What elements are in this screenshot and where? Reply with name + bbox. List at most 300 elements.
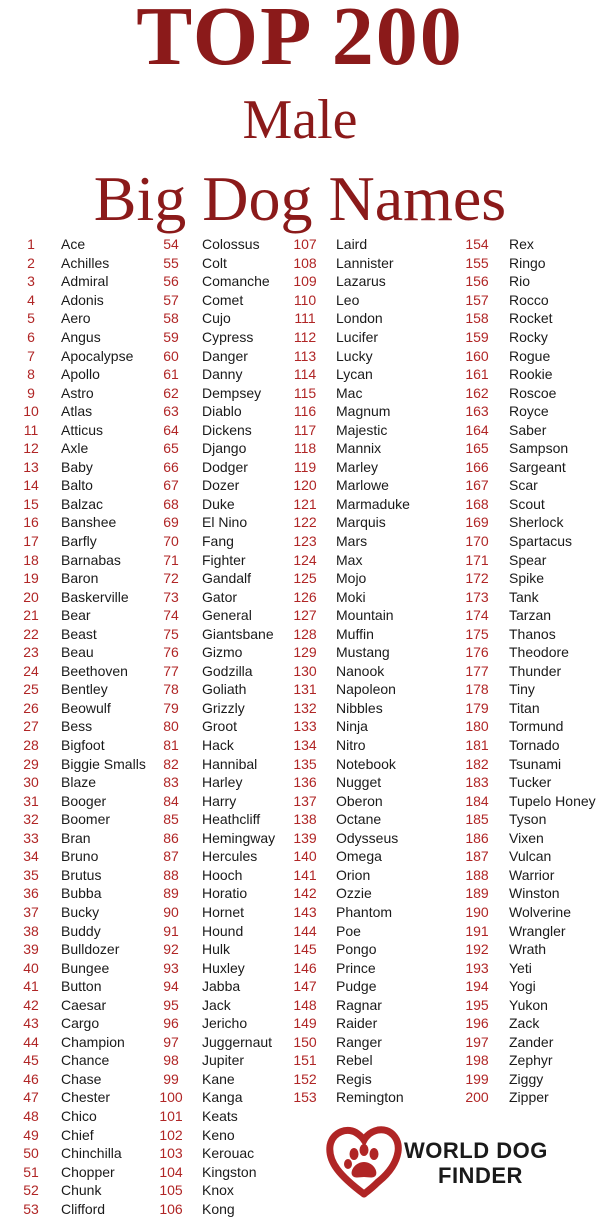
dog-name: Wrath bbox=[509, 941, 547, 958]
list-item bbox=[288, 773, 464, 792]
list-item bbox=[288, 829, 464, 848]
list-item bbox=[14, 847, 153, 866]
list-item bbox=[14, 717, 153, 736]
dog-name: Dodger bbox=[202, 458, 248, 475]
rank-number: 73 bbox=[163, 588, 179, 605]
dog-name: Danny bbox=[202, 366, 243, 383]
dog-name: Groot bbox=[202, 718, 238, 735]
list-item bbox=[154, 328, 302, 347]
names-column-3 bbox=[288, 235, 464, 1107]
rank-number: 120 bbox=[293, 477, 317, 494]
dog-name: Harry bbox=[202, 792, 237, 809]
dog-name: Caesar bbox=[61, 996, 107, 1013]
names-column-2 bbox=[154, 235, 302, 1218]
list-item bbox=[14, 1199, 153, 1218]
list-item bbox=[14, 254, 153, 273]
list-item bbox=[460, 921, 600, 940]
dog-name: Wolverine bbox=[509, 903, 571, 920]
rank-number: 36 bbox=[23, 885, 39, 902]
dog-name: Colossus bbox=[202, 236, 260, 253]
dog-name: Clifford bbox=[61, 1200, 106, 1217]
rank-number: 33 bbox=[23, 829, 39, 846]
dog-name: Dempsey bbox=[202, 384, 262, 401]
rank-number: 130 bbox=[293, 662, 317, 679]
rank-number: 82 bbox=[163, 755, 179, 772]
rank-number: 146 bbox=[293, 959, 317, 976]
dog-name: Duke bbox=[202, 495, 235, 512]
rank-number: 78 bbox=[163, 681, 179, 698]
dog-name: Bentley bbox=[61, 681, 108, 698]
list-item bbox=[14, 291, 153, 310]
list-item bbox=[154, 791, 302, 810]
rank-number: 149 bbox=[293, 1015, 317, 1032]
dog-name: Jabba bbox=[202, 978, 241, 995]
list-item bbox=[288, 420, 464, 439]
list-item bbox=[288, 847, 464, 866]
dog-name: Atticus bbox=[61, 421, 104, 438]
rank-number: 166 bbox=[465, 458, 489, 475]
dog-name: Wrangler bbox=[509, 922, 566, 939]
list-item bbox=[154, 458, 302, 477]
rank-number: 60 bbox=[163, 347, 179, 364]
dog-name: Beast bbox=[61, 625, 97, 642]
dog-name: Mustang bbox=[336, 644, 390, 661]
list-item bbox=[154, 903, 302, 922]
list-item bbox=[14, 866, 153, 885]
list-item bbox=[14, 1162, 153, 1181]
dog-name: London bbox=[336, 310, 383, 327]
list-item bbox=[14, 532, 153, 551]
dog-name: Baby bbox=[61, 458, 93, 475]
list-item bbox=[154, 272, 302, 291]
list-item bbox=[288, 587, 464, 606]
rank-number: 136 bbox=[293, 774, 317, 791]
rank-number: 133 bbox=[293, 718, 317, 735]
dog-name: Sherlock bbox=[509, 514, 564, 531]
rank-number: 7 bbox=[27, 347, 35, 364]
rank-number: 85 bbox=[163, 811, 179, 828]
list-item bbox=[288, 1014, 464, 1033]
list-item bbox=[154, 940, 302, 959]
dog-name: Adonis bbox=[61, 291, 104, 308]
list-item bbox=[154, 829, 302, 848]
rank-number: 37 bbox=[23, 903, 39, 920]
rank-number: 57 bbox=[163, 291, 179, 308]
dog-name: Gator bbox=[202, 588, 238, 605]
list-item bbox=[288, 513, 464, 532]
rank-number: 200 bbox=[465, 1089, 489, 1106]
list-item bbox=[154, 995, 302, 1014]
dog-name: Buddy bbox=[61, 922, 101, 939]
rank-number: 52 bbox=[23, 1182, 39, 1199]
rank-number: 67 bbox=[163, 477, 179, 494]
list-item bbox=[288, 662, 464, 681]
list-item bbox=[154, 1070, 302, 1089]
list-item bbox=[154, 587, 302, 606]
dog-name: Kingston bbox=[202, 1163, 257, 1180]
dog-name: Scout bbox=[509, 495, 545, 512]
dog-name: Cujo bbox=[202, 310, 231, 327]
rank-number: 126 bbox=[293, 588, 317, 605]
list-item bbox=[154, 309, 302, 328]
list-item bbox=[154, 754, 302, 773]
rank-number: 99 bbox=[163, 1070, 179, 1087]
rank-number: 2 bbox=[27, 254, 35, 271]
rank-number: 42 bbox=[23, 996, 39, 1013]
list-item bbox=[288, 643, 464, 662]
rank-number: 66 bbox=[163, 458, 179, 475]
list-item bbox=[154, 254, 302, 273]
list-item bbox=[14, 643, 153, 662]
list-item bbox=[14, 365, 153, 384]
list-item bbox=[154, 550, 302, 569]
list-item bbox=[14, 272, 153, 291]
list-item bbox=[14, 1088, 153, 1107]
rank-number: 121 bbox=[293, 495, 317, 512]
dog-name: Spartacus bbox=[509, 533, 573, 550]
list-item bbox=[288, 254, 464, 273]
rank-number: 49 bbox=[23, 1126, 39, 1143]
rank-number: 65 bbox=[163, 440, 179, 457]
list-item bbox=[460, 420, 600, 439]
rank-number: 184 bbox=[465, 792, 489, 809]
list-item bbox=[460, 810, 600, 829]
dog-name: Rebel bbox=[336, 1052, 373, 1069]
rank-number: 9 bbox=[27, 384, 35, 401]
rank-number: 45 bbox=[23, 1052, 39, 1069]
dog-name: Napoleon bbox=[336, 681, 396, 698]
dog-name: Bess bbox=[61, 718, 93, 735]
dog-name: Rogue bbox=[509, 347, 551, 364]
dog-name: Angus bbox=[61, 329, 101, 345]
list-item bbox=[288, 346, 464, 365]
dog-name: Winston bbox=[509, 885, 560, 902]
dog-name: Notebook bbox=[336, 755, 396, 772]
dog-name: Bungee bbox=[61, 959, 110, 976]
list-item bbox=[14, 420, 153, 439]
rank-number: 93 bbox=[163, 959, 179, 976]
dog-name: Jupiter bbox=[202, 1052, 245, 1069]
rank-number: 132 bbox=[293, 699, 317, 716]
list-item bbox=[154, 1162, 302, 1181]
list-item bbox=[460, 272, 600, 291]
list-item bbox=[288, 476, 464, 495]
dog-name: Zephyr bbox=[509, 1052, 553, 1069]
dog-name: Hercules bbox=[202, 848, 258, 865]
rank-number: 3 bbox=[27, 273, 35, 290]
dog-name: Biggie Smalls bbox=[61, 755, 146, 772]
rank-number: 123 bbox=[293, 533, 317, 550]
list-item bbox=[288, 458, 464, 477]
list-item bbox=[154, 420, 302, 439]
dog-name: Lycan bbox=[336, 366, 373, 383]
rank-number: 124 bbox=[293, 551, 317, 568]
rank-number: 127 bbox=[293, 607, 317, 624]
dog-name: Barnabas bbox=[61, 551, 121, 568]
list-item bbox=[460, 328, 600, 347]
title-big-dog-names: Big Dog Names bbox=[93, 163, 507, 234]
rank-number: 115 bbox=[293, 384, 317, 401]
dog-name: Mars bbox=[336, 533, 368, 550]
rank-number: 75 bbox=[163, 625, 179, 642]
dog-name: Banshee bbox=[61, 514, 117, 531]
dog-name: Vulcan bbox=[509, 848, 552, 865]
rank-number: 131 bbox=[293, 681, 317, 698]
list-item bbox=[14, 402, 153, 421]
list-item bbox=[288, 940, 464, 959]
dog-name: Marquis bbox=[336, 514, 386, 531]
dog-name: Beowulf bbox=[61, 699, 111, 716]
rank-number: 89 bbox=[163, 885, 179, 902]
dog-name: Atlas bbox=[61, 403, 93, 420]
rank-number: 195 bbox=[465, 996, 489, 1013]
list-item bbox=[460, 587, 600, 606]
list-item bbox=[154, 476, 302, 495]
dog-name: Sargeant bbox=[509, 458, 566, 475]
rank-number: 94 bbox=[163, 978, 179, 995]
list-item bbox=[14, 1107, 153, 1126]
dog-name: Yeti bbox=[509, 959, 532, 976]
dog-name: Ragnar bbox=[336, 996, 382, 1013]
list-item bbox=[154, 1199, 302, 1218]
rank-number: 32 bbox=[23, 811, 39, 828]
dog-name: Cargo bbox=[61, 1015, 100, 1032]
list-item bbox=[288, 1033, 464, 1052]
title-top-200: TOP 200 bbox=[136, 0, 464, 83]
dog-name: Champion bbox=[61, 1033, 125, 1050]
dog-name: Spike bbox=[509, 570, 545, 587]
list-item bbox=[460, 662, 600, 681]
rank-number: 83 bbox=[163, 774, 179, 791]
list-item bbox=[154, 606, 302, 625]
list-item bbox=[460, 495, 600, 514]
rank-number: 100 bbox=[159, 1089, 183, 1106]
rank-number: 157 bbox=[465, 291, 489, 308]
dog-name: Rocket bbox=[509, 310, 553, 327]
list-item bbox=[460, 346, 600, 365]
list-item bbox=[288, 903, 464, 922]
list-item bbox=[460, 439, 600, 458]
list-item bbox=[154, 1051, 302, 1070]
rank-number: 164 bbox=[465, 421, 489, 438]
rank-number: 140 bbox=[293, 848, 317, 865]
list-item bbox=[460, 754, 600, 773]
rank-number: 58 bbox=[163, 310, 179, 327]
list-item bbox=[154, 346, 302, 365]
list-item bbox=[14, 309, 153, 328]
list-item bbox=[288, 235, 464, 254]
dog-name: Fighter bbox=[202, 551, 246, 568]
rank-number: 165 bbox=[465, 440, 489, 457]
list-item bbox=[14, 513, 153, 532]
dog-name: Bear bbox=[61, 607, 91, 624]
list-item bbox=[460, 977, 600, 996]
dog-name: Muffin bbox=[336, 625, 374, 642]
dog-name: Horatio bbox=[202, 885, 248, 902]
list-item bbox=[14, 699, 153, 718]
dog-name: Magnum bbox=[336, 403, 391, 420]
list-item bbox=[460, 550, 600, 569]
rank-number: 35 bbox=[23, 866, 39, 883]
rank-number: 104 bbox=[159, 1163, 183, 1180]
rank-number: 118 bbox=[293, 440, 317, 457]
dog-name: Zack bbox=[509, 1015, 540, 1032]
dog-name: Leo bbox=[336, 291, 360, 308]
rank-number: 6 bbox=[27, 329, 35, 345]
list-item bbox=[14, 550, 153, 569]
list-item bbox=[460, 235, 600, 254]
dog-name: Gizmo bbox=[202, 644, 243, 661]
dog-name: Achilles bbox=[61, 254, 110, 271]
list-item bbox=[288, 272, 464, 291]
list-item bbox=[154, 1033, 302, 1052]
rank-number: 87 bbox=[163, 848, 179, 865]
list-item bbox=[460, 717, 600, 736]
list-item bbox=[460, 513, 600, 532]
dog-name: Zipper bbox=[509, 1089, 549, 1106]
list-item bbox=[460, 458, 600, 477]
list-item bbox=[154, 884, 302, 903]
list-item bbox=[460, 402, 600, 421]
rank-number: 81 bbox=[163, 737, 179, 754]
list-item bbox=[154, 235, 302, 254]
dog-name: Chase bbox=[61, 1070, 102, 1087]
dog-name: Odysseus bbox=[336, 829, 399, 846]
dog-name: Oberon bbox=[336, 792, 383, 809]
rank-number: 39 bbox=[23, 941, 39, 958]
list-item bbox=[154, 532, 302, 551]
list-item bbox=[154, 699, 302, 718]
rank-number: 176 bbox=[465, 644, 489, 661]
dog-name: Raider bbox=[336, 1015, 378, 1032]
title-male: Male bbox=[242, 89, 358, 151]
rank-number: 8 bbox=[27, 366, 35, 383]
dog-name: Jericho bbox=[202, 1015, 248, 1032]
logo-text-finder: FINDER bbox=[438, 1163, 523, 1188]
dog-name: Nitro bbox=[336, 737, 366, 754]
list-item bbox=[154, 847, 302, 866]
rank-number: 197 bbox=[465, 1033, 489, 1050]
list-item bbox=[288, 699, 464, 718]
list-item bbox=[460, 643, 600, 662]
dog-name: Astro bbox=[61, 384, 94, 401]
dog-name: Nugget bbox=[336, 774, 382, 791]
list-item bbox=[288, 365, 464, 384]
dog-name: Tormund bbox=[509, 718, 564, 735]
dog-name: Tupelo Honey bbox=[509, 792, 596, 809]
rank-number: 139 bbox=[293, 829, 317, 846]
dog-name: Mannix bbox=[336, 440, 382, 457]
list-item bbox=[14, 921, 153, 940]
list-item bbox=[460, 476, 600, 495]
dog-name: Hornet bbox=[202, 903, 245, 920]
dog-name: Beethoven bbox=[61, 662, 128, 679]
list-item bbox=[14, 810, 153, 829]
list-item bbox=[460, 829, 600, 848]
rank-number: 199 bbox=[465, 1070, 489, 1087]
list-item bbox=[14, 736, 153, 755]
rank-number: 31 bbox=[23, 792, 39, 809]
list-item bbox=[14, 1181, 153, 1200]
list-item bbox=[14, 476, 153, 495]
list-item bbox=[288, 995, 464, 1014]
dog-name: Octane bbox=[336, 811, 382, 828]
rank-number: 192 bbox=[465, 941, 489, 958]
rank-number: 179 bbox=[465, 699, 489, 716]
rank-number: 102 bbox=[159, 1126, 183, 1143]
list-item bbox=[288, 383, 464, 402]
list-item bbox=[288, 958, 464, 977]
list-item bbox=[154, 365, 302, 384]
list-item bbox=[14, 1014, 153, 1033]
dog-name: Mountain bbox=[336, 607, 394, 624]
dog-name: Bubba bbox=[61, 885, 102, 902]
rank-number: 138 bbox=[293, 811, 317, 828]
rank-number: 117 bbox=[293, 421, 317, 438]
list-item bbox=[14, 977, 153, 996]
dog-name: Omega bbox=[336, 848, 382, 865]
list-item bbox=[14, 662, 153, 681]
dog-name: Prince bbox=[336, 959, 376, 976]
rank-number: 28 bbox=[23, 737, 39, 754]
dog-name: Tsunami bbox=[509, 755, 562, 772]
list-item bbox=[460, 884, 600, 903]
list-item bbox=[154, 662, 302, 681]
dog-name: Rex bbox=[509, 236, 534, 253]
rank-number: 156 bbox=[465, 273, 489, 290]
list-item bbox=[154, 680, 302, 699]
rank-number: 145 bbox=[293, 941, 317, 958]
dog-name: Rocky bbox=[509, 329, 548, 345]
rank-number: 114 bbox=[293, 366, 317, 383]
dog-name: Spear bbox=[509, 551, 547, 568]
dog-name: Ranger bbox=[336, 1033, 382, 1050]
list-item bbox=[460, 699, 600, 718]
rank-number: 84 bbox=[163, 792, 179, 809]
rank-number: 29 bbox=[23, 755, 39, 772]
dog-name: Hack bbox=[202, 737, 234, 754]
list-item bbox=[288, 495, 464, 514]
dog-name: Sampson bbox=[509, 440, 569, 457]
list-item bbox=[14, 791, 153, 810]
dog-name: Roscoe bbox=[509, 384, 557, 401]
dog-name: Nanook bbox=[336, 662, 385, 679]
list-item bbox=[14, 773, 153, 792]
dog-name: Marlowe bbox=[336, 477, 389, 494]
dog-name: Apocalypse bbox=[61, 347, 134, 364]
dog-name: Keno bbox=[202, 1126, 235, 1143]
list-item bbox=[154, 495, 302, 514]
rank-number: 98 bbox=[163, 1052, 179, 1069]
rank-number: 97 bbox=[163, 1033, 179, 1050]
rank-number: 76 bbox=[163, 644, 179, 661]
list-item bbox=[460, 1051, 600, 1070]
list-item bbox=[14, 328, 153, 347]
dog-name: Lazarus bbox=[336, 273, 386, 290]
rank-number: 21 bbox=[23, 607, 39, 624]
dog-name: Ozzie bbox=[336, 885, 372, 902]
rank-number: 198 bbox=[465, 1052, 489, 1069]
dog-name: Vixen bbox=[509, 829, 544, 846]
dog-name: Tank bbox=[509, 588, 539, 605]
dog-name: Django bbox=[202, 440, 247, 457]
list-item bbox=[14, 940, 153, 959]
list-item bbox=[154, 977, 302, 996]
list-item bbox=[154, 513, 302, 532]
rank-number: 22 bbox=[23, 625, 39, 642]
rank-number: 10 bbox=[23, 403, 39, 420]
dog-name: Kong bbox=[202, 1200, 235, 1217]
